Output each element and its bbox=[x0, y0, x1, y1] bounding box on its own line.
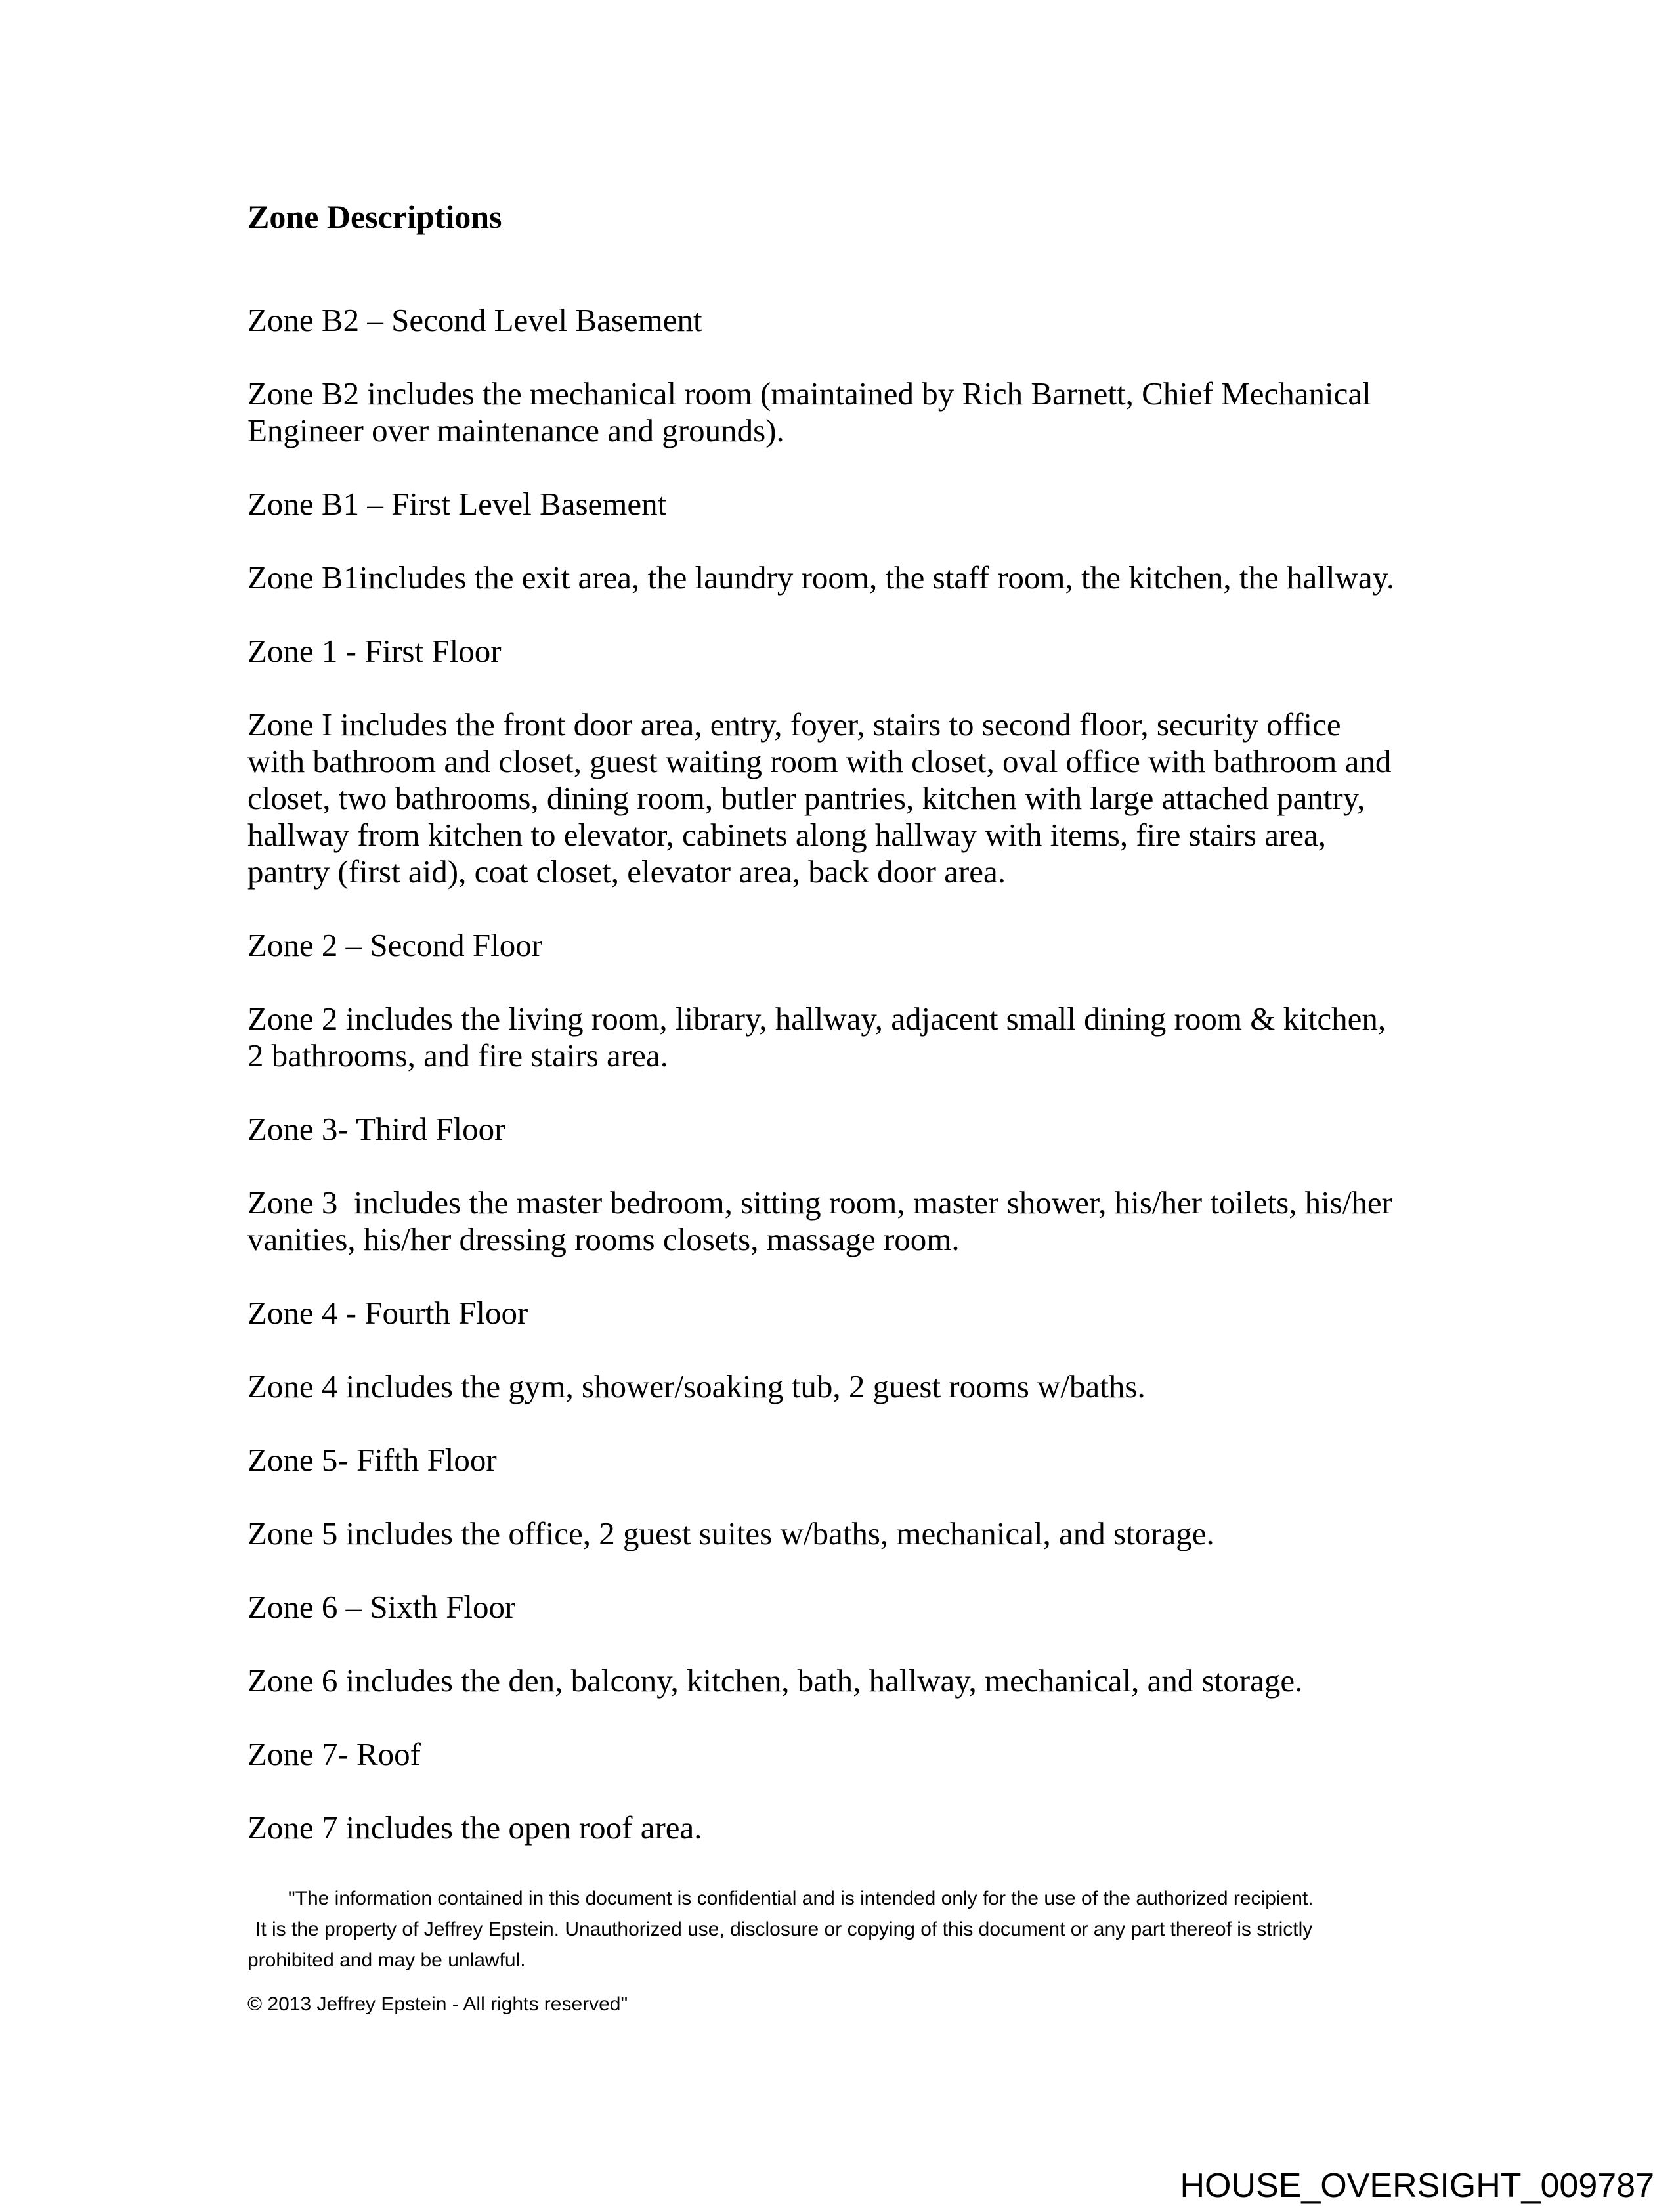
paragraph-line: Zone B2 includes the mechanical room (maintained by Rich Barnett, Chief Mechanical bbox=[247, 376, 1371, 412]
confidentiality-footer bbox=[247, 1883, 1451, 2020]
paragraph-line: Zone 5 includes the office, 2 guest suites w/baths, mechanical, and storage. bbox=[247, 1515, 1214, 1551]
paragraph-line: Zone 6 includes the den, balcony, kitchen, bath, hallway, mechanical, and storage. bbox=[247, 1662, 1303, 1699]
zone-heading: Zone 5- Fifth Floor bbox=[247, 1442, 497, 1478]
paragraph-line: vanities, his/her dressing rooms closets, massage room. bbox=[247, 1221, 960, 1257]
paragraph-line: Zone 3 includes the master bedroom, sitting room, master shower, his/her toilets, his/her bbox=[247, 1184, 1392, 1221]
zone-paragraph bbox=[247, 1368, 1451, 1405]
page-title: Zone Descriptions bbox=[247, 198, 502, 235]
zone-paragraph bbox=[247, 706, 1451, 890]
section-zone-1 bbox=[247, 633, 1451, 890]
section-zone-3 bbox=[247, 1111, 1451, 1258]
section-zone-2 bbox=[247, 927, 1451, 1074]
zone-heading: Zone 1 - First Floor bbox=[247, 633, 502, 669]
zone-paragraph bbox=[247, 1515, 1451, 1552]
paragraph-line: 2 bathrooms, and fire stairs area. bbox=[247, 1037, 668, 1073]
paragraph-line: closet, two bathrooms, dining room, butler pantries, kitchen with large attached pantry, bbox=[247, 780, 1365, 816]
zone-paragraph bbox=[247, 1184, 1451, 1258]
section-zone-7 bbox=[247, 1736, 1451, 1846]
section-zone-b1 bbox=[247, 486, 1451, 596]
section-zone-4 bbox=[247, 1295, 1451, 1405]
zone-paragraph bbox=[247, 1810, 1451, 1846]
paragraph-line: Zone I includes the front door area, entry, foyer, stairs to second floor, security office bbox=[247, 706, 1341, 743]
disclaimer-line: prohibited and may be unlawful. bbox=[247, 1949, 526, 1971]
zone-paragraph bbox=[247, 1001, 1451, 1074]
paragraph-line: Engineer over maintenance and grounds). bbox=[247, 412, 784, 448]
copyright-notice: © 2013 Jeffrey Epstein - All rights reserved" bbox=[247, 1993, 628, 2015]
paragraph-line: hallway from kitchen to elevator, cabinets along hallway with items, fire stairs area, bbox=[247, 817, 1327, 853]
disclaimer-line: It is the property of Jeffrey Epstein. Unauthorized use, disclosure or copying of this document or any part thereof is strictly bbox=[255, 1919, 1313, 1940]
zone-heading: Zone 3- Third Floor bbox=[247, 1111, 505, 1147]
zone-heading: Zone 7- Roof bbox=[247, 1736, 421, 1772]
paragraph-line: Zone 4 includes the gym, shower/soaking tub, 2 guest rooms w/baths. bbox=[247, 1368, 1146, 1404]
paragraph-line: Zone B1includes the exit area, the laundry room, the staff room, the kitchen, the hallway. bbox=[247, 559, 1395, 596]
zone-heading: Zone 6 – Sixth Floor bbox=[247, 1589, 516, 1625]
zone-paragraph bbox=[247, 376, 1451, 449]
section-zone-5 bbox=[247, 1442, 1451, 1552]
paragraph-line: Zone 7 includes the open roof area. bbox=[247, 1810, 702, 1846]
zone-heading: Zone 2 – Second Floor bbox=[247, 927, 543, 963]
zone-heading: Zone B1 – First Level Basement bbox=[247, 486, 667, 522]
zone-heading: Zone 4 - Fourth Floor bbox=[247, 1295, 528, 1331]
zone-paragraph bbox=[247, 559, 1451, 596]
disclaimer-line: "The information contained in this document is confidential and is intended only for the use of the authorized recipient. bbox=[288, 1888, 1314, 1909]
zone-heading: Zone B2 – Second Level Basement bbox=[247, 302, 702, 338]
section-zone-6 bbox=[247, 1589, 1451, 1699]
paragraph-line: pantry (first aid), coat closet, elevator area, back door area. bbox=[247, 854, 1006, 890]
zone-paragraph bbox=[247, 1662, 1451, 1699]
paragraph-line: with bathroom and closet, guest waiting room with closet, oval office with bathroom and bbox=[247, 743, 1392, 779]
bates-stamp: HOUSE_OVERSIGHT_009787 bbox=[1180, 2167, 1654, 2205]
paragraph-line: Zone 2 includes the living room, library, hallway, adjacent small dining room & kitchen, bbox=[247, 1001, 1386, 1037]
section-zone-b2 bbox=[247, 302, 1451, 449]
disclaimer-paragraph bbox=[247, 1883, 1451, 1976]
